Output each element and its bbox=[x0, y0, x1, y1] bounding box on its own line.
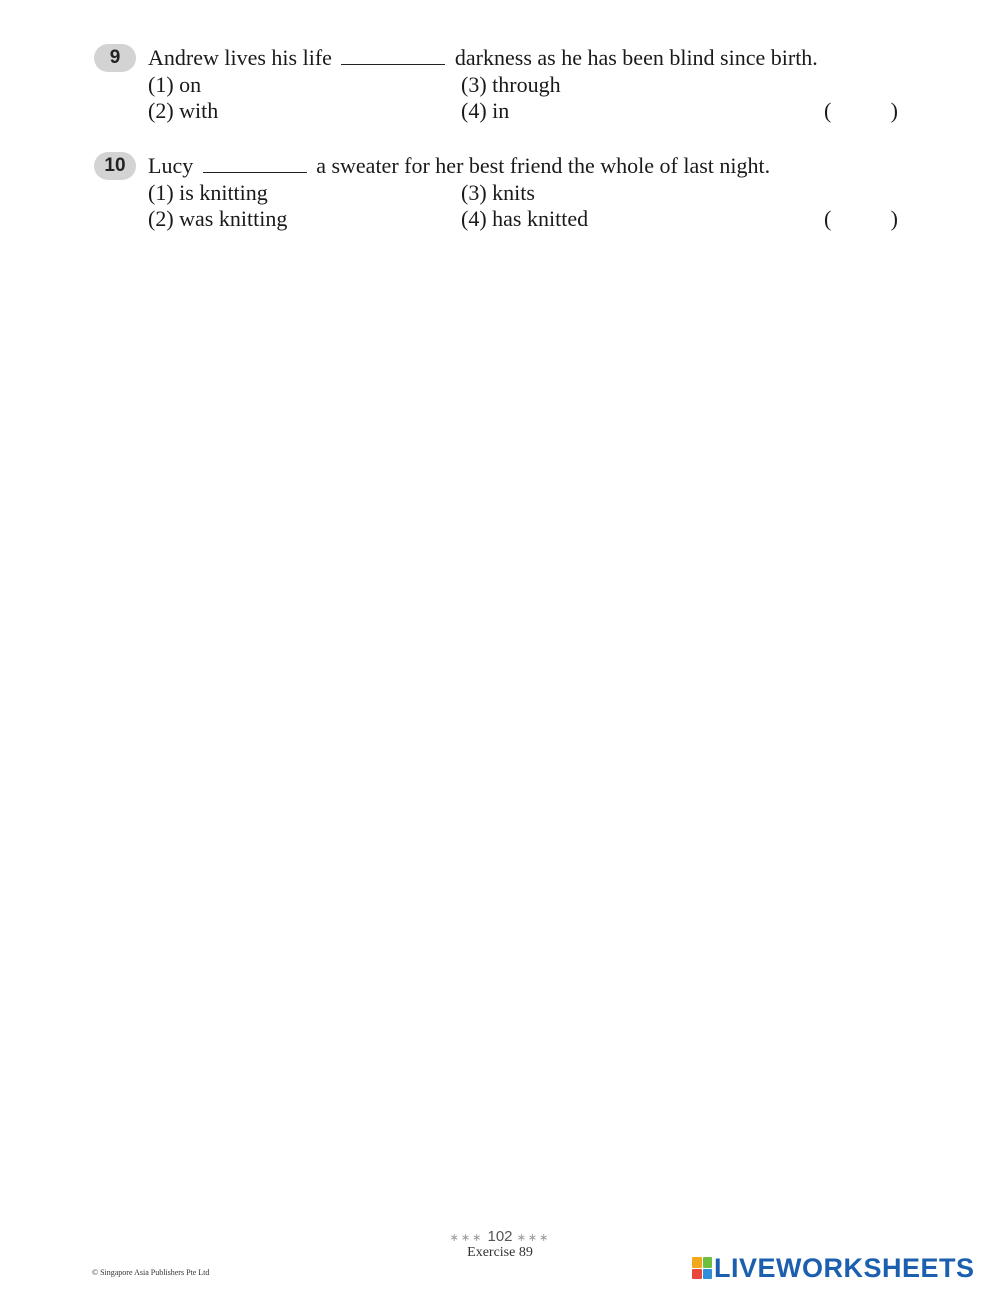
liveworksheets-logo[interactable] bbox=[692, 1253, 975, 1283]
logo-square-e bbox=[703, 1269, 713, 1280]
logo-square-i bbox=[703, 1257, 713, 1268]
option-4: (4) in bbox=[461, 98, 510, 123]
copyright-notice: © Singapore Asia Publishers Pte Ltd bbox=[92, 1268, 210, 1277]
logo-square-l bbox=[692, 1257, 702, 1268]
option-3: (3) through bbox=[461, 72, 561, 97]
exercise-label: Exercise 89 bbox=[467, 1245, 533, 1260]
answer-input-10[interactable] bbox=[838, 206, 882, 232]
option-2: (2) was knitting bbox=[148, 206, 288, 231]
option-1: (1) is knitting bbox=[148, 180, 268, 205]
brand-name: LIVEWORKSHEETS bbox=[714, 1252, 975, 1283]
page-number bbox=[0, 1228, 1000, 1245]
stem-after: darkness as he has been blind since birth. bbox=[454, 45, 818, 70]
stem-before: Lucy bbox=[148, 153, 194, 178]
paren-open: ( bbox=[824, 98, 832, 123]
answer-blank bbox=[341, 63, 445, 65]
page-number-value: 102 bbox=[487, 1228, 513, 1245]
option-3: (3) knits bbox=[461, 180, 535, 205]
stem-after: a sweater for her best friend the whole of last night. bbox=[316, 153, 771, 178]
logo-mark-icon bbox=[692, 1257, 712, 1279]
stem-before: Andrew lives his life bbox=[148, 45, 332, 70]
page-number-decoration-left: ∗∗∗ bbox=[449, 1232, 484, 1244]
question-stem bbox=[148, 45, 818, 71]
question-number-badge: 10 bbox=[94, 152, 136, 180]
option-2: (2) with bbox=[148, 98, 219, 123]
option-1: (1) on bbox=[148, 72, 202, 97]
question-number-badge: 9 bbox=[94, 44, 136, 72]
option-4: (4) has knitted bbox=[461, 206, 589, 231]
paren-open: ( bbox=[824, 206, 832, 231]
logo-square-v bbox=[692, 1269, 702, 1280]
page-number-decoration-right: ∗∗∗ bbox=[516, 1232, 551, 1244]
question-stem bbox=[148, 153, 770, 179]
paren-close: ) bbox=[890, 98, 898, 123]
answer-input-9[interactable] bbox=[838, 98, 882, 124]
paren-close: ) bbox=[890, 206, 898, 231]
answer-blank bbox=[203, 171, 307, 173]
